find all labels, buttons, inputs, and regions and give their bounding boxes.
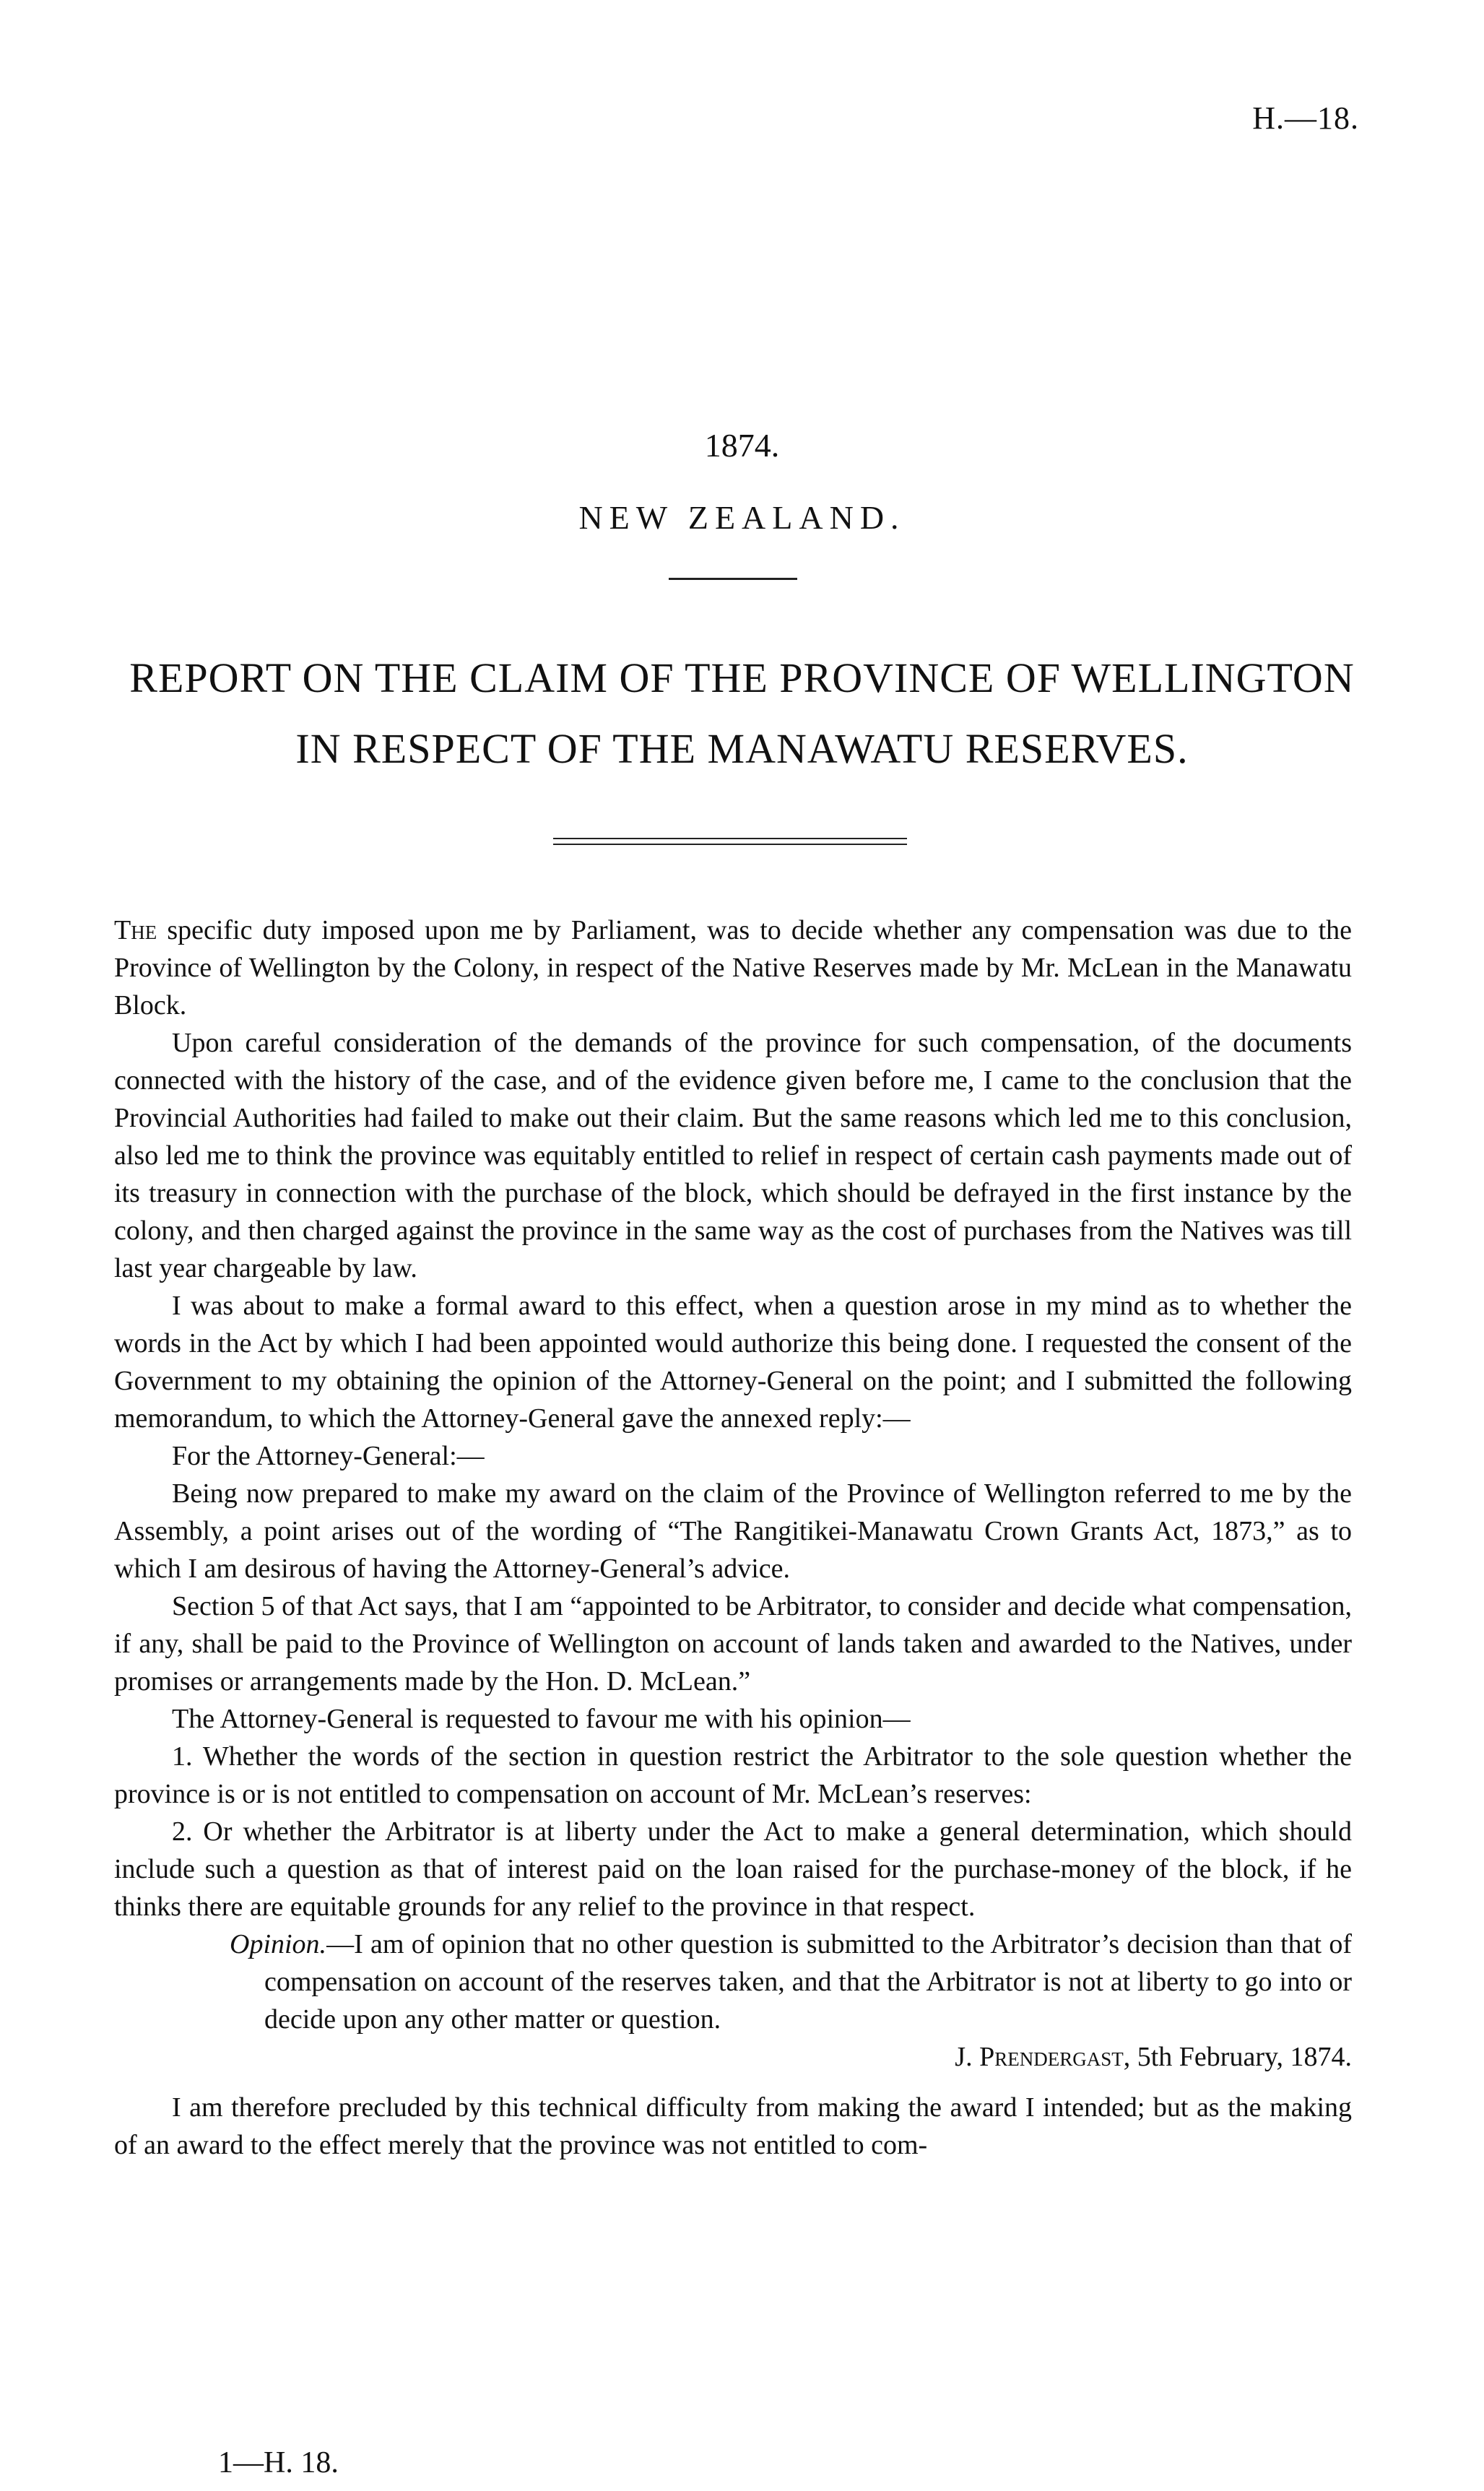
signature-date: 5th February, 1874.	[1137, 2042, 1352, 2072]
paragraph-duty-text: specific duty imposed upon me by Parliament, was to decide whether any compensation was due to the Province of Wellington by the Colony, in respect of the Native Reserves made by Mr. McLean in the Manawatu Block.	[114, 915, 1353, 1021]
title-line-1: REPORT ON THE CLAIM OF THE PROVINCE OF WELLINGTON	[129, 654, 1355, 701]
paragraph-consideration: Upon careful consideration of the demands of the province for such compensation, of the documents connected with the history of the case, and of the evidence given before me, I came to the conclusion that the Provincial Authorities had failed to make out their claim. But the same reasons which led me to this conclusion, also led me to think the province was equitably entitled to relief in respect of certain cash payments made out of its treasury in connection with the purchase of the block, which should be defrayed in the first instance by the colony, and then charged against the province in the same way as the cost of purchases from the Natives was till last year chargeable by law.	[114, 1028, 1352, 1283]
country-heading: NEW ZEALAND.	[578, 499, 906, 536]
opinion-text: —I am of opinion that no other question is submitted to the Arbitrator’s decision than that of compensation on account of the reserves taken, and that the Arbitrator is not at liberty to go into or decide upon any other matter or question.	[264, 1929, 1352, 2035]
paragraph-conclusion: I am therefore precluded by this technical difficulty from making the award I intended; but as the making of an award to the effect merely that the province was not entitled to com-	[114, 2092, 1352, 2160]
memo-paragraph-section5: Section 5 of that Act says, that I am “appointed to be Arbitrator, to consider and decide what compensation, if any, shall be paid to the Province of Wellington on account of lands taken and awarded to the Natives, under promises or arrangements made by the Hon. D. McLean.”	[114, 1591, 1352, 1697]
paragraph-duty	[114, 911, 1352, 1024]
memo-question-2: 2. Or whether the Arbitrator is at liberty under the Act to make a general determination, which should include such a question as that of interest paid on the loan raised for the purchase-money of the block, if he thinks there are equitable grounds for any relief to the province in that respect.	[114, 1816, 1352, 1922]
page-reference: H.—18.	[1252, 100, 1359, 136]
double-divider	[553, 838, 907, 845]
report-body	[114, 911, 1352, 2164]
attorney-general-opinion	[230, 1925, 1352, 2038]
drop-lead-word: The	[114, 915, 157, 945]
memo-request: The Attorney-General is requested to favour me with his opinion—	[172, 1704, 911, 1734]
memo-addressee: For the Attorney-General:—	[172, 1441, 485, 1471]
page-folio: 1—H. 18.	[218, 2446, 339, 2479]
memo-question-1: 1. Whether the words of the section in question restrict the Arbitrator to the sole question whether the province is or is not entitled to compensation on account of Mr. McLean’s reserves:	[114, 1741, 1352, 1809]
opinion-signature	[114, 2038, 1352, 2076]
memo-paragraph-award: Being now prepared to make my award on the claim of the Province of Wellington referred to me by the Assembly, a point arises out of the wording of “The Rangitikei-Manawatu Crown Grants Act, 1873,” as to which I am desirous of having the Attorney-General’s advice.	[114, 1478, 1352, 1584]
report-title	[79, 643, 1405, 784]
title-line-2: IN RESPECT OF THE MANAWATU RESERVES.	[295, 725, 1189, 772]
short-divider	[669, 578, 797, 580]
paragraph-formal-award: I was about to make a formal award to this effect, when a question arose in my mind as to whether the words in the Act by which I had been appointed would authorize this being done. I requested the consent of the Government to my obtaining the opinion of the Attorney-General on the point; and I submitted the following memorandum, to which the Attorney-General gave the annexed reply:—	[114, 1291, 1352, 1434]
opinion-label: Opinion.	[230, 1929, 327, 1959]
report-year: 1874.	[704, 427, 780, 464]
signature-name: J. Prendergast,	[955, 2042, 1131, 2072]
